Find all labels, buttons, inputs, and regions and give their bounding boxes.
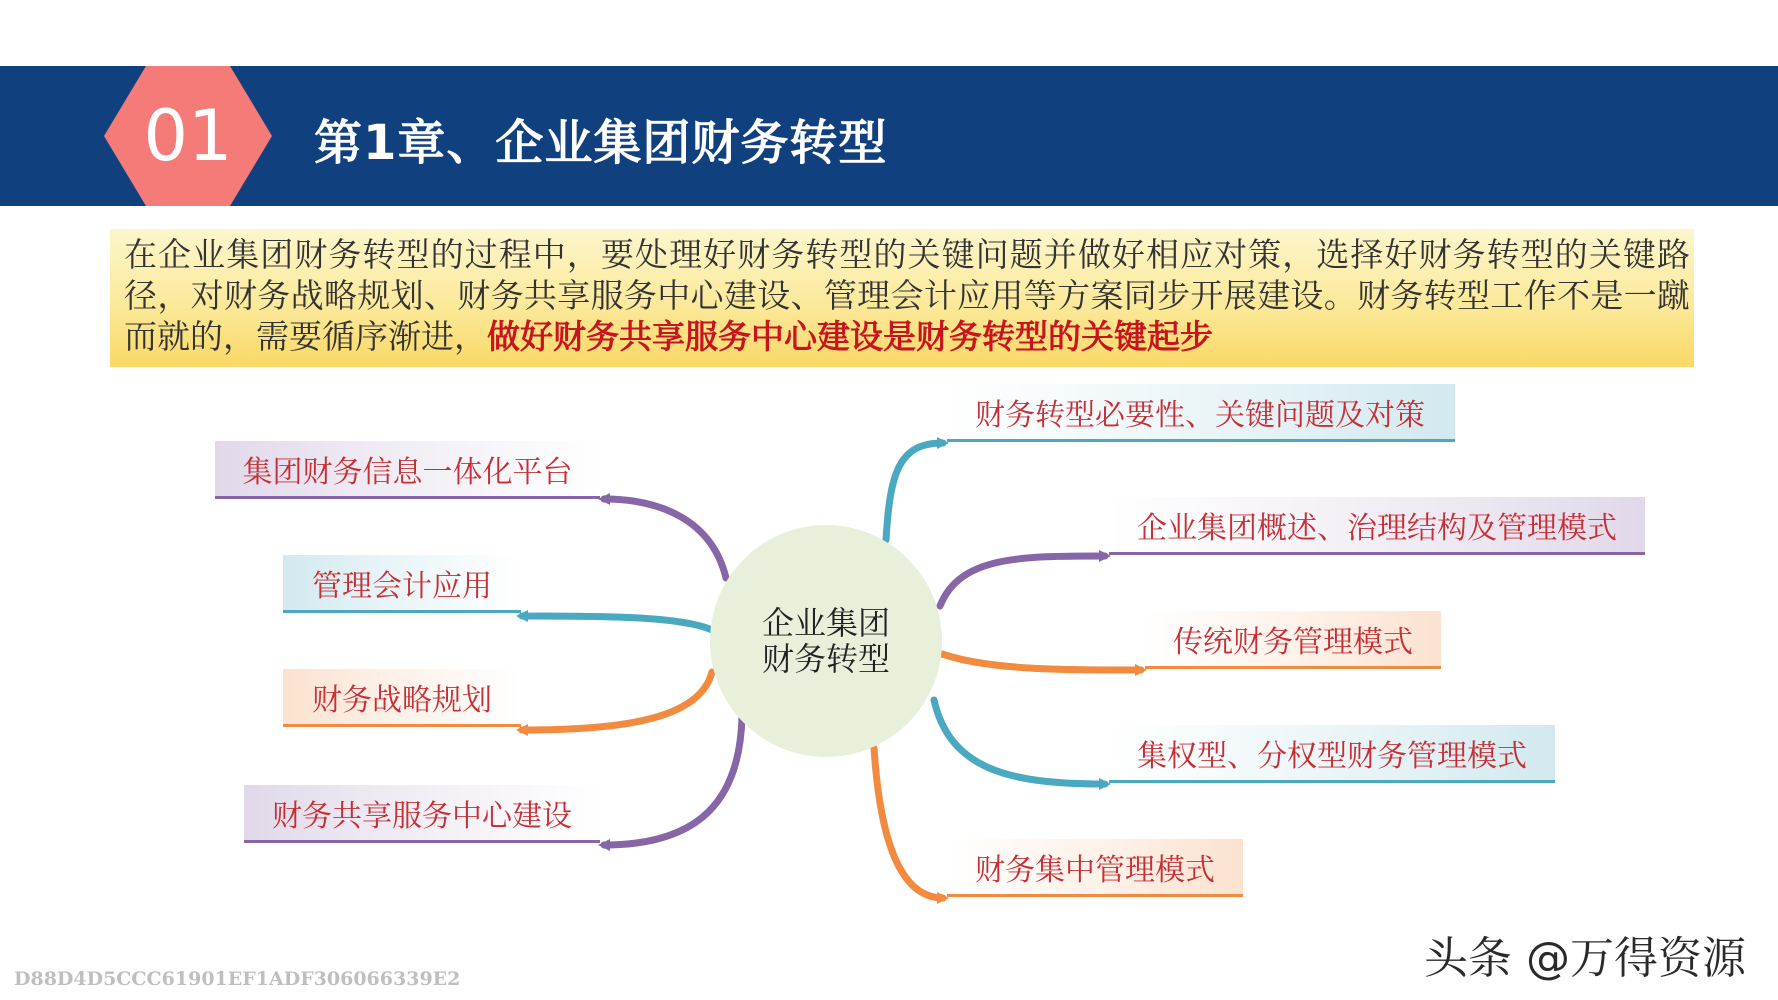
mindmap-node-right-1: 财务转型必要性、关键问题及对策: [947, 384, 1455, 442]
connector-left-2: [522, 616, 712, 630]
mindmap-node-left-1: 集团财务信息一体化平台: [215, 441, 600, 499]
center-line-2: 财务转型: [761, 640, 890, 678]
center-line-1: 企业集团: [761, 604, 890, 642]
connector-right-5: [874, 748, 943, 898]
watermark: 头条 @万得资源: [1424, 933, 1746, 984]
mindmap-node-right-3: 传统财务管理模式: [1145, 611, 1441, 669]
connector-right-4: [934, 700, 1105, 784]
connector-right-2: [940, 556, 1105, 606]
chapter-number: 01: [143, 95, 233, 177]
intro-text: 在企业集团财务转型的过程中，要处理好财务转型的关键问题并做好相应对策，选择好财务转型的关键路径，对财务战略规划、财务共享服务中心建设、管理会计应用等方案同步开展建设。财务转型工作不是一蹴而就的，需要循序渐进，: [124, 235, 1690, 356]
mindmap-node-left-2: 管理会计应用: [283, 555, 521, 613]
intro-highlight: 做好财务共享服务中心建设是财务转型的关键起步: [487, 317, 1213, 356]
footer-code: D88D4D5CCC61901EF1ADF306066339E2: [14, 968, 461, 990]
connector-right-3: [942, 654, 1141, 670]
connector-left-3: [522, 672, 712, 730]
mindmap-node-right-4: 集权型、分权型财务管理模式: [1109, 725, 1555, 783]
chapter-title: 第1章、企业集团财务转型: [314, 115, 888, 171]
mindmap-node-right-2: 企业集团概述、治理结构及管理模式: [1109, 497, 1645, 555]
mindmap-node-left-3: 财务战略规划: [283, 669, 521, 727]
connector-left-1: [604, 499, 726, 578]
mindmap-node-right-5: 财务集中管理模式: [947, 839, 1243, 897]
mindmap-node-left-4: 财务共享服务中心建设: [244, 785, 600, 843]
mindmap-center: [710, 525, 942, 757]
